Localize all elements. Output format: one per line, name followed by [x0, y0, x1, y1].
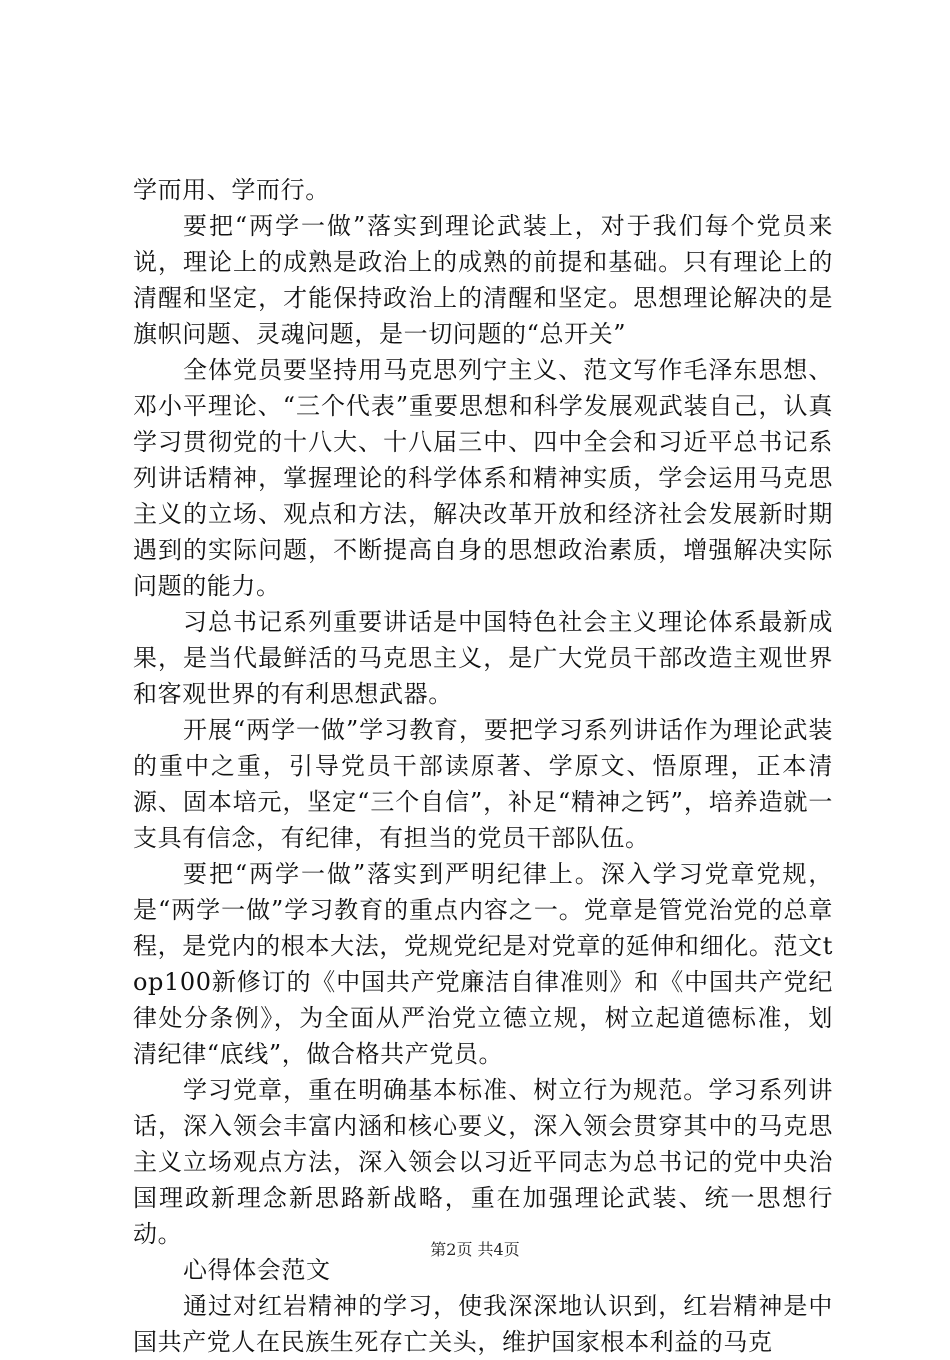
paragraph-two-studies-education: 开展“两学一做”学习教育，要把学习系列讲话作为理论武装的重中之重，引导党员干部读原著、学原文、悟原理，正本清源、固本培元，坚定“三个自信”，补足“精神之钙”，培养造就一支具有信念，有纪律，有担当的党员干部队伍。 — [133, 716, 833, 852]
document-body — [133, 172, 833, 1360]
section-heading: 心得体会范文 — [183, 1256, 331, 1284]
page-number-footer: 第2页 共4页 — [430, 1240, 520, 1259]
paragraph-continuation: 学而用、学而行。 — [133, 176, 330, 204]
paragraph-xi-speeches: 习总书记系列重要讲话是中国特色社会主义理论体系最新成果，是当代最鲜活的马克思主义，是广大党员干部改造主观世界和客观世界的有利思想武器。 — [133, 608, 833, 708]
paragraph-hongyan-spirit: 通过对红岩精神的学习，使我深深地认识到，红岩精神是中国共产党人在民族生死存亡关头，维护国家根本利益的马克 — [133, 1292, 833, 1356]
paragraph-theory-armament: 要把“两学一做”落实到理论武装上，对于我们每个党员来说，理论上的成熟是政治上的成熟的前提和基础。只有理论上的清醒和坚定，才能保持政治上的清醒和坚定。思想理论解决的是旗帜问题、灵魂问题，是一切问题的“总开关” — [133, 212, 833, 348]
paragraph-all-members: 全体党员要坚持用马克思列宁主义、范文写作毛泽东思想、邓小平理论、“三个代表”重要思想和科学发展观武装自己，认真学习贯彻党的十八大、十八届三中、四中全会和习近平总书记系列讲话精神，掌握理论的科学体系和精神实质，学会运用马克思主义的立场、观点和方法，解决改革开放和经济社会发展新时期遇到的实际问题，不断提高自身的思想政治素质，增强解决实际问题的能力。 — [133, 356, 833, 600]
paragraph-study-charter: 学习党章，重在明确基本标准、树立行为规范。学习系列讲话，深入领会丰富内涵和核心要义，深入领会贯穿其中的马克思主义立场观点方法，深入领会以习近平同志为总书记的党中央治国理政新理念新思路新战略，重在加强理论武装、统一思想行动。 — [133, 1076, 833, 1248]
paragraph-discipline: 要把“两学一做”落实到严明纪律上。深入学习党章党规，是“两学一做”学习教育的重点内容之一。党章是管党治党的总章程，是党内的根本大法，党规党纪是对党章的延伸和细化。范文top100新修订的《中国共产党廉洁自律准则》和《中国共产党纪律处分条例》，为全面从严治党立德立规，树立起道德标准，划清纪律“底线”，做合格共产党员。 — [133, 860, 833, 1068]
